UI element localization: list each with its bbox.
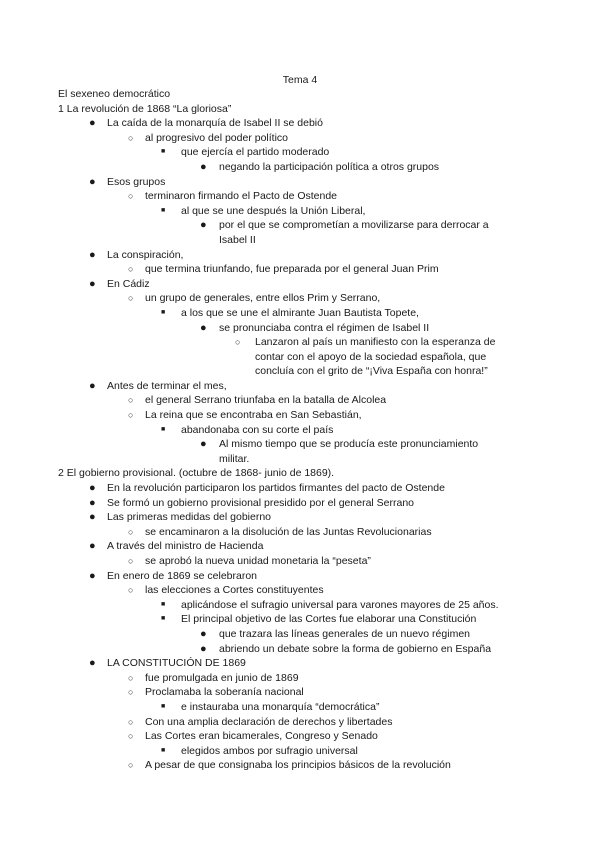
outline-line — [0, 321, 600, 336]
line-text: al que se une después la Unión Liberal, — [181, 204, 366, 217]
outline-line — [0, 612, 600, 627]
bullet-hollow-icon: ○ — [128, 716, 134, 727]
bullet-filled-icon: ● — [200, 219, 207, 232]
bullet-hollow-icon: ○ — [128, 760, 134, 771]
outline-line — [0, 437, 600, 452]
bullet-filled-icon: ● — [200, 642, 207, 655]
outline-line — [0, 510, 600, 525]
line-text: Isabel II — [219, 233, 256, 246]
bullet-square-icon: ■ — [161, 600, 166, 608]
bullet-filled-icon: ● — [89, 482, 96, 495]
outline-line — [0, 189, 600, 204]
outline-line — [0, 204, 600, 219]
line-text: por el que se comprometían a movilizarse para derrocar a — [219, 219, 489, 232]
line-text: a los que se une el almirante Juan Bautista Topete, — [181, 306, 419, 319]
bullet-square-icon: ■ — [161, 615, 166, 623]
bullet-hollow-icon: ○ — [128, 585, 134, 596]
line-text: Las Cortes eran bicamerales, Congreso y Senado — [145, 730, 378, 743]
outline-line — [0, 277, 600, 292]
bullet-square-icon: ■ — [161, 702, 166, 710]
outline-line — [0, 364, 600, 379]
outline-line — [0, 715, 600, 730]
outline-line — [0, 656, 600, 671]
bullet-filled-icon: ● — [200, 627, 207, 640]
outline-line — [0, 496, 600, 511]
outline-line — [0, 642, 600, 657]
outline-line — [0, 102, 600, 117]
line-text: A través del ministro de Hacienda — [107, 540, 264, 553]
line-text: concluía con el grito de “¡Viva España con honra!” — [255, 365, 488, 378]
bullet-filled-icon: ● — [89, 511, 96, 524]
outline-line — [0, 700, 600, 715]
line-text: abriendo un debate sobre la forma de gobierno en España — [219, 642, 492, 655]
line-text: se pronunciaba contra el régimen de Isabel II — [219, 321, 430, 334]
line-text: abandonaba con su corte el país — [181, 423, 334, 436]
bullet-hollow-icon: ○ — [128, 672, 134, 683]
line-text: La conspiración, — [107, 248, 184, 261]
line-text: Con una amplia declaración de derechos y libertades — [145, 715, 393, 728]
line-text: que termina triunfando, fue preparada por el general Juan Prim — [145, 263, 439, 276]
bullet-hollow-icon: ○ — [235, 337, 241, 348]
line-text: La reina que se encontraba en San Sebastián, — [145, 409, 362, 422]
outline-line — [0, 481, 600, 496]
line-text: e instauraba una monarquía “democrática” — [181, 700, 380, 713]
line-text: 2 El gobierno provisional. (octubre de 1868- junio de 1869). — [58, 467, 335, 480]
outline-line — [0, 598, 600, 613]
bullet-filled-icon: ● — [89, 175, 96, 188]
bullet-filled-icon: ● — [200, 160, 207, 173]
line-text: 1 La revolución de 1868 “La gloriosa” — [58, 102, 232, 115]
outline-line — [0, 291, 600, 306]
line-text: En enero de 1869 se celebraron — [107, 569, 258, 582]
bullet-filled-icon: ● — [89, 248, 96, 261]
outline-line — [0, 350, 600, 365]
bullet-hollow-icon: ○ — [128, 410, 134, 421]
line-text: elegidos ambos por sufragio universal — [181, 744, 358, 757]
outline-line — [0, 218, 600, 233]
bullet-square-icon: ■ — [161, 148, 166, 156]
outline-line — [0, 116, 600, 131]
line-text: se encaminaron a la disolución de las Juntas Revolucionarias — [145, 525, 432, 538]
line-text: que trazara las líneas generales de un nuevo régimen — [219, 627, 470, 640]
line-text: El principal objetivo de las Cortes fue elaborar una Constitución — [181, 613, 477, 626]
line-text: terminaron firmando el Pacto de Ostende — [145, 190, 338, 203]
line-text: A pesar de que consignaba los principios básicos de la revolución — [145, 759, 451, 772]
outline-line — [0, 423, 600, 438]
line-text: aplicándose el sufragio universal para varones mayores de 25 años. — [181, 598, 499, 611]
outline-line — [0, 569, 600, 584]
line-text: En la revolución participaron los partidos firmantes del pacto de Ostende — [107, 482, 445, 495]
line-text: Lanzaron al país un manifiesto con la esperanza de — [255, 336, 496, 349]
outline-line — [0, 408, 600, 423]
outline-line — [0, 379, 600, 394]
bullet-hollow-icon: ○ — [128, 556, 134, 566]
line-text: En Cádiz — [107, 277, 150, 290]
outline-line — [0, 335, 600, 350]
bullet-hollow-icon: ○ — [128, 526, 134, 537]
bullet-square-icon: ■ — [161, 425, 166, 433]
bullet-filled-icon: ● — [89, 496, 96, 509]
outline-line — [0, 554, 600, 569]
bullet-filled-icon: ● — [89, 657, 96, 670]
line-text: las elecciones a Cortes constituyentes — [145, 584, 324, 597]
line-text: Esos grupos — [107, 175, 166, 188]
outline-line — [0, 583, 600, 598]
outline-line — [0, 539, 600, 554]
outline-line — [0, 131, 600, 146]
outline-line — [0, 306, 600, 321]
line-text: al progresivo del poder político — [145, 131, 289, 144]
bullet-hollow-icon: ○ — [128, 132, 134, 143]
bullet-filled-icon: ● — [89, 277, 96, 290]
outline-line — [0, 729, 600, 744]
bullet-hollow-icon: ○ — [128, 191, 134, 202]
bullet-hollow-icon: ○ — [128, 293, 134, 304]
outline-line — [0, 160, 600, 175]
bullet-filled-icon: ● — [89, 379, 96, 392]
outline-line — [0, 744, 600, 759]
page-title: Tema 4 — [282, 74, 318, 86]
outline-line — [0, 525, 600, 540]
line-text: un grupo de generales, entre ellos Prim y Serrano, — [145, 292, 381, 305]
bullet-hollow-icon: ○ — [128, 731, 134, 742]
outline-list — [0, 87, 600, 773]
line-text: Proclamaba la soberanía nacional — [145, 686, 304, 699]
line-text: fue promulgada en junio de 1869 — [145, 671, 299, 684]
outline-line — [0, 87, 600, 102]
bullet-filled-icon: ● — [89, 540, 96, 553]
outline-line — [0, 248, 600, 263]
line-text: La caída de la monarquía de Isabel II se debió — [107, 117, 323, 130]
outline-line — [0, 175, 600, 190]
line-text: el general Serrano triunfaba en la batalla de Alcolea — [145, 394, 387, 407]
line-text: Se formó un gobierno provisional presidido por el general Serrano — [107, 496, 415, 509]
outline-line — [0, 262, 600, 277]
bullet-filled-icon: ● — [89, 569, 96, 582]
bullet-hollow-icon: ○ — [128, 395, 134, 406]
outline-line — [0, 466, 600, 481]
line-text: Las primeras medidas del gobierno — [107, 511, 272, 524]
bullet-hollow-icon: ○ — [128, 264, 134, 275]
outline-line — [0, 393, 600, 408]
outline-line — [0, 452, 600, 467]
bullet-filled-icon: ● — [89, 117, 96, 130]
line-text: negando la participación política a otros grupos — [219, 160, 440, 173]
line-text: LA CONSTITUCIÓN DE 1869 — [107, 657, 246, 670]
line-text: Antes de terminar el mes, — [107, 379, 227, 392]
outline-line — [0, 145, 600, 160]
line-text: El sexeneo democrático — [58, 88, 171, 100]
bullet-square-icon: ■ — [161, 206, 166, 214]
line-text: contar con el apoyo de la sociedad española, que — [255, 350, 487, 363]
outline-line — [0, 627, 600, 642]
line-text: se aprobó la nueva unidad monetaria la “peseta” — [145, 555, 371, 567]
outline-line — [0, 758, 600, 773]
outline-line — [0, 233, 600, 248]
bullet-square-icon: ■ — [161, 746, 166, 754]
outline-line — [0, 685, 600, 700]
line-text: militar. — [219, 452, 250, 465]
bullet-filled-icon: ● — [200, 321, 207, 334]
line-text: que ejercía el partido moderado — [181, 146, 330, 159]
bullet-hollow-icon: ○ — [128, 687, 134, 698]
bullet-filled-icon: ● — [200, 438, 207, 451]
bullet-square-icon: ■ — [161, 308, 166, 316]
line-text: Al mismo tiempo que se producía este pronunciamiento — [219, 438, 479, 451]
outline-line — [0, 671, 600, 686]
